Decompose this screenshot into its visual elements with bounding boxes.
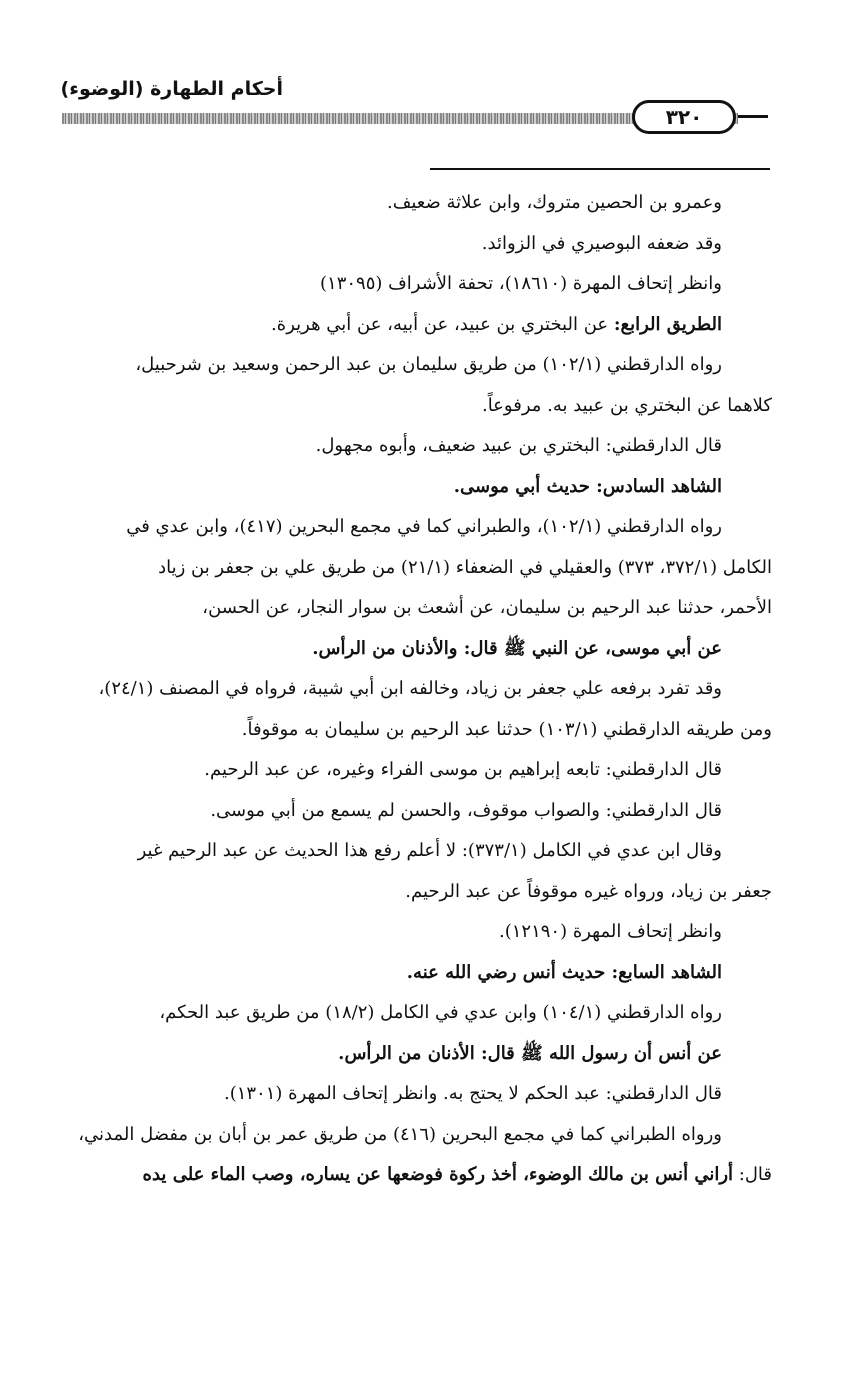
badge-tail [738,115,768,118]
footnote-rule [430,168,770,170]
text-line: قال الدارقطني: تابعه إبراهيم بن موسى الفراء وغيره، عن عبد الرحيم. [204,759,722,780]
line-text: عن البختري بن عبيد، عن أبيه، عن أبي هريرة. [271,313,614,335]
text-line: وقد ضعفه البوصيري في الزوائد. [481,232,722,254]
section-heading: الشاهد السادس: حديث أبي موسى. [453,475,722,497]
text-line: رواه الدارقطني (١٠٤/١) وابن عدي في الكامل (١٨/٢) من طريق عبد الحكم، [159,1002,722,1023]
text-line: قال الدارقطني: عبد الحكم لا يحتج به. وانظر إتحاف المهرة (١٣٠١). [223,1083,722,1104]
book-title: أحكام الطهارة (الوضوء) [60,78,283,100]
text-line: وانظر إتحاف المهرة (١٨٦١٠)، تحفة الأشراف (١٣٠٩٥) [320,273,722,294]
text-line: رواه الدارقطني (١٠٢/١)، والطبراني كما في مجمع البحرين (٤١٧)، وابن عدي في [126,516,722,537]
text-line: الكامل (٣٧٢/١، ٣٧٣) والعقيلي في الضعفاء (٢١/١) من طريق علي بن جعفر بن زياد [158,556,772,578]
text-line: رواه الدارقطني (١٠٢/١) من طريق سليمان بن عبد الرحمن وسعيد بن شرحبيل، [135,354,722,375]
text-line: جعفر بن زياد، ورواه غيره موقوفاً عن عبد الرحيم. [405,880,772,902]
footnote-body [62,183,772,1196]
text-line: الأحمر، حدثنا عبد الرحيم بن سليمان، عن أشعث بن سوار النجار، عن الحسن، [202,597,772,618]
text-line: قال الدارقطني: والصواب موقوف، والحسن لم يسمع من أبي موسى. [210,799,722,821]
text-line: وانظر إتحاف المهرة (١٢١٩٠). [498,921,722,942]
text-line: وقد تفرد برفعه علي جعفر بن زياد، وخالفه ابن أبي شيبة، فرواه في المصنف (٢٤/١)، [98,678,722,699]
text-line: وعمرو بن الحصين متروك، وابن علاثة ضعيف. [387,192,722,213]
text-line: ومن طريقه الدارقطني (١٠٣/١) حدثنا عبد الرحيم بن سليمان به موقوفاً. [241,718,772,740]
text-line: وقال ابن عدي في الكامل (٣٧٣/١): لا أعلم رفع هذا الحديث عن عبد الرحيم غير [137,840,722,861]
section-heading: الشاهد السابع: حديث أنس رضي الله عنه. [406,961,722,983]
hadith-text: عن أنس أن رسول الله ﷺ قال: الأذنان من الرأس. [338,1042,722,1064]
text-line: قال الدارقطني: البختري بن عبيد ضعيف، وأبوه مجهول. [315,435,722,456]
section-lead: الطريق الرابع: [613,313,722,335]
text-line [62,305,772,346]
text-line: كلاهما عن البختري بن عبيد به. مرفوعاً. [481,394,772,416]
hadith-text: أراني أنس بن مالك الوضوء، أخذ ركوة فوضعها عن يساره، وصب الماء على يده [142,1164,734,1185]
page-number: ٣٢٠ [632,100,736,134]
text-line: ورواه الطبراني كما في مجمع البحرين (٤١٦) من طريق عمر بن أبان بن مفضل المدني، [78,1123,722,1145]
text-line [62,1155,772,1196]
line-lead: قال: [733,1164,772,1185]
hadith-text: عن أبي موسى، عن النبي ﷺ قال: والأذنان من الرأس. [312,637,722,659]
